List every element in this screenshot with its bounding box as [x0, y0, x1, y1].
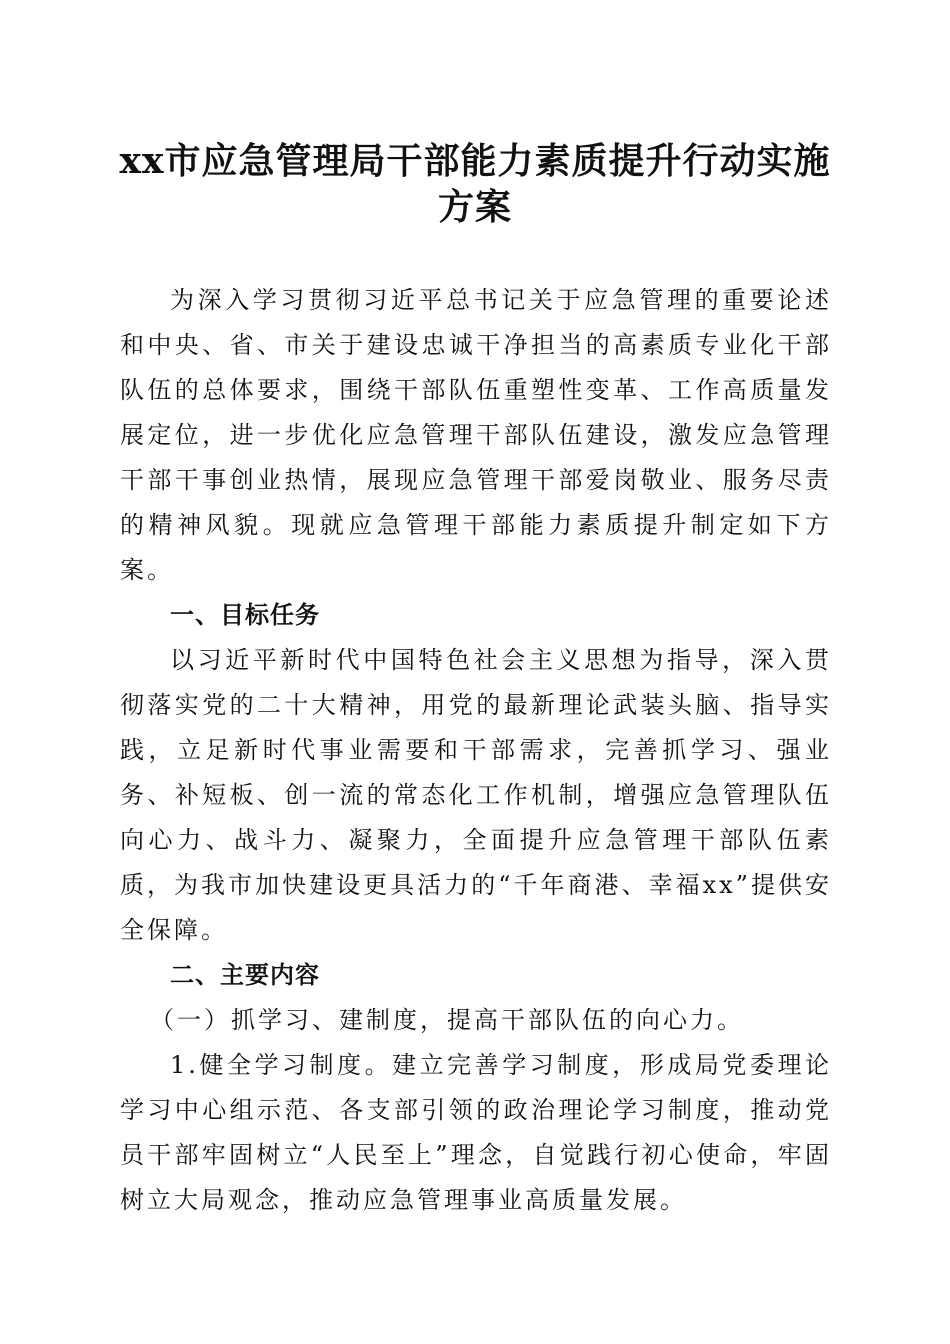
section-2-subheading: （一）抓学习、建制度，提高干部队伍的向心力。: [150, 1006, 744, 1034]
intro-paragraph: 为深入学习贯彻习近平总书记关于应急管理的重要论述和中央、省、市关于建设忠诚干净担当的高素质专业化干部队伍的总体要求，围绕干部队伍重塑性变革、工作高质量发展定位，进一步优化应急管理干部队伍建设，激发应急管理干部干事创业热情，展现应急管理干部爱岗敬业、服务尽责的精神风貌。现就应急管理干部能力素质提升制定如下方案。: [120, 286, 832, 584]
title-line-1: xx市应急管理局干部能力素质提升行动实施: [119, 140, 831, 182]
section-1-paragraph: 以习近平新时代中国特色社会主义思想为指导，深入贯彻落实党的二十大精神，用党的最新理论武装头脑、指导实践，立足新时代事业需要和干部需求，完善抓学习、强业务、补短板、创一流的常态化工作机制，增强应急管理队伍向心力、战斗力、凝聚力，全面提升应急管理干部队伍素质，为我市加快建设更具活力的“千年商港、幸福xx”提供安全保障。: [120, 646, 832, 944]
document-body: [120, 278, 832, 1223]
document-title: [110, 138, 840, 230]
title-line-2: 方案: [437, 186, 512, 228]
section-2-heading: 二、主要内容: [170, 961, 320, 989]
section-2-item-1-paragraph: 1.健全学习制度。建立完善学习制度，形成局党委理论学习中心组示范、各支部引领的政治理论学习制度，推动党员干部牢固树立“人民至上”理念，自觉践行初心使命，牢固树立大局观念，推动应急管理事业高质量发展。: [120, 1051, 832, 1214]
section-1-heading: 一、目标任务: [170, 601, 320, 629]
